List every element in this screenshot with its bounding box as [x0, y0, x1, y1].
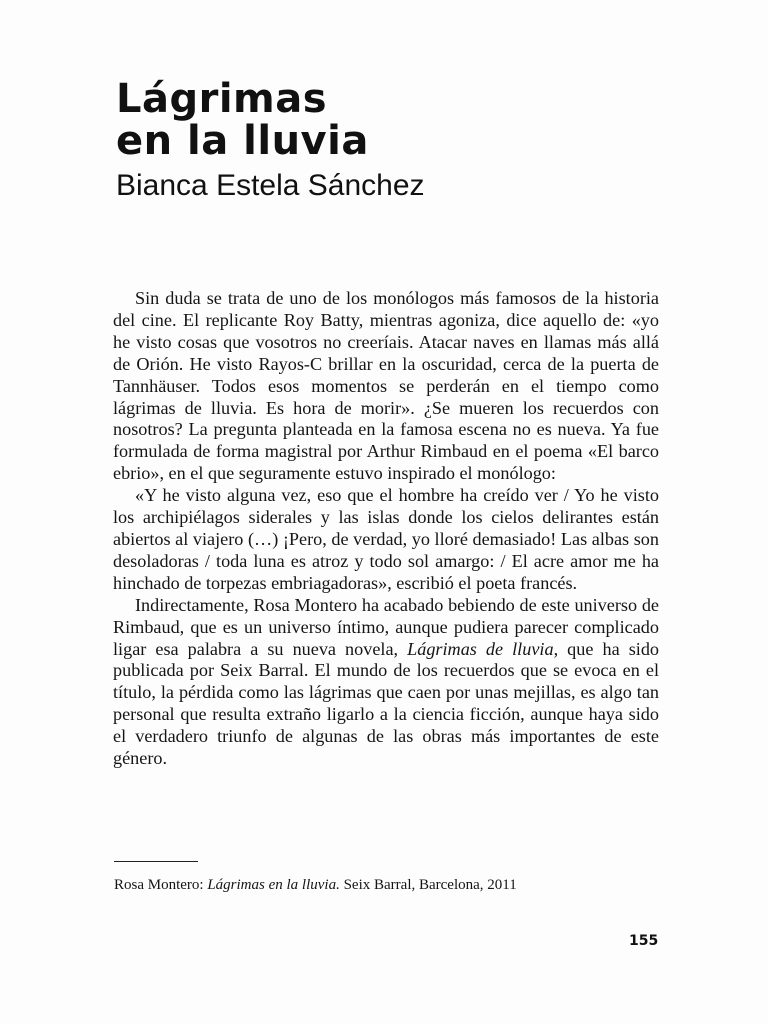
- footnote-divider: [114, 861, 198, 862]
- paragraph-2: «Y he visto alguna vez, eso que el hombre ha creído ver / Yo he visto los archipiélagos siderales y las islas donde los cielos delirantes están abiertos al viajero (…) ¡Pero, de verdad, yo lloré demasiado! Las albas son desoladoras / toda luna es atroz y todo sol amargo: / El acre amor me ha hinchado de torpezas embriagadoras», escribió el poeta francés.: [113, 485, 659, 593]
- paragraph-3-text-a: Indirectamente, Rosa Montero ha acabado bebiendo de este universo de Rimbaud, que es un universo íntimo, aunque pudiera parecer complicado ligar esa palabra a su nueva novela,: [113, 594, 659, 659]
- footnote-book-title: Lágrimas en la lluvia.: [207, 877, 340, 893]
- novel-title-italic: Lágrimas de lluvia: [407, 638, 554, 659]
- paragraph-3: [113, 595, 659, 770]
- article-body: [113, 288, 659, 770]
- paragraph-3-text-b: , que ha sido publicada por Seix Barral. El mundo de los recuerdos que se evoca en el título, la pérdida como las lágrimas que caen por unas mejillas, es algo tan personal que resulta extraño ligarlo a la ciencia ficción, aunque haya sido el verdadero triunfo de algunas de las obras más importantes de este género.: [113, 638, 660, 769]
- article-title: [116, 78, 369, 162]
- footnote-publisher: Seix Barral, Barcelona, 2011: [339, 877, 517, 893]
- paragraph-1: Sin duda se trata de uno de los monólogos más famosos de la historia del cine. El replicante Roy Batty, mientras agoniza, dice aquello de: «yo he visto cosas que vosotros no creeríais. Atacar naves en llamas más allá de Orión. He visto Rayos-C brillar en la oscuridad, cerca de la puerta de Tannhäuser. Todos esos momentos se perderán en el tiempo como lágrimas de lluvia. Es hora de morir». ¿Se mueren los recuerdos con nosotros? La pregunta planteada en la famosa escena no es nueva. Ya fue formulada de forma magistral por Arthur Rimbaud en el poema «El barco ebrio», en el que seguramente estuvo inspirado el monólogo:: [113, 288, 659, 484]
- footnote-author: Rosa Montero:: [114, 877, 208, 893]
- footnote: [114, 875, 517, 895]
- article-author: Bianca Estela Sánchez: [116, 169, 425, 202]
- article-title-line-2: en la lluvia: [116, 118, 369, 164]
- page-number: 155: [629, 933, 659, 949]
- article-title-line-1: Lágrimas: [116, 76, 328, 122]
